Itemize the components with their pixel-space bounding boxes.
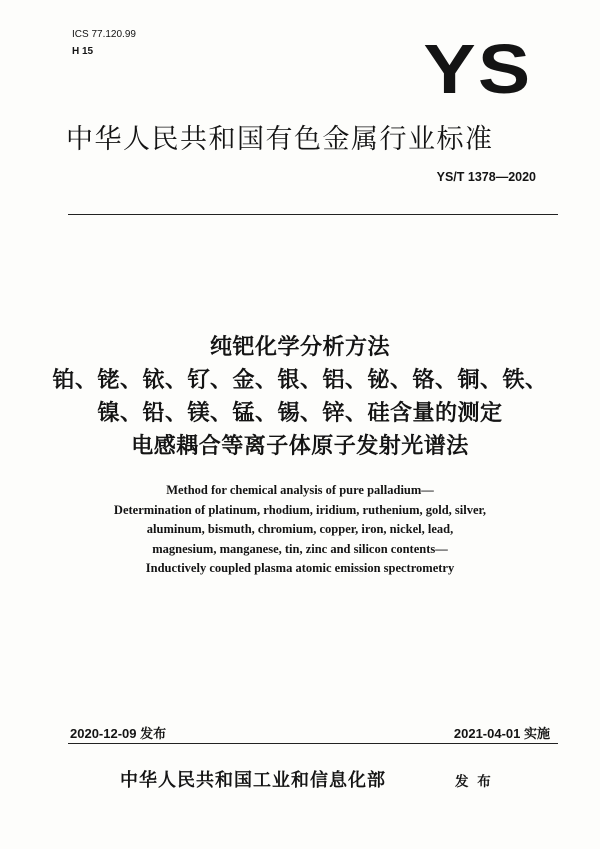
issue-date: 2020-12-09 发布 <box>70 726 167 741</box>
classification-code: H 15 <box>72 46 94 57</box>
publisher-name: 中华人民共和国工业和信息化部 <box>120 770 386 791</box>
ics-code: ICS 77.120.99 <box>72 29 136 40</box>
english-title <box>0 481 600 579</box>
chinese-title-line: 纯钯化学分析方法 <box>209 335 390 360</box>
ys-logo: YS <box>422 30 532 108</box>
chinese-title-line: 电感耦合等离子体原子发射光谱法 <box>131 434 469 459</box>
english-title-line: Inductively coupled plasma atomic emission spectrometry <box>145 561 455 575</box>
standard-number: YS/T 1378—2020 <box>436 170 536 184</box>
english-title-line: Determination of platinum, rhodium, iridium, ruthenium, gold, silver, <box>113 502 487 517</box>
organization-title: 中华人民共和国有色金属行业标准 <box>66 124 494 155</box>
chinese-title-line: 铂、铑、铱、钌、金、银、铝、铋、铬、铜、铁、 <box>52 368 548 393</box>
english-title-line: magnesium, manganese, tin, zinc and silicon contents— <box>152 541 448 556</box>
english-title-line: Method for chemical analysis of pure palladium— <box>166 483 434 497</box>
english-title-line: aluminum, bismuth, chromium, copper, iron, nickel, lead, <box>146 522 454 536</box>
chinese-title-line: 镍、铅、镁、锰、锡、锌、硅含量的测定 <box>97 401 503 426</box>
chinese-title <box>0 331 600 463</box>
top-divider <box>68 214 558 215</box>
implementation-date: 2021-04-01 实施 <box>453 726 550 741</box>
bottom-divider <box>68 743 558 744</box>
publisher-suffix: 发 布 <box>455 774 493 790</box>
